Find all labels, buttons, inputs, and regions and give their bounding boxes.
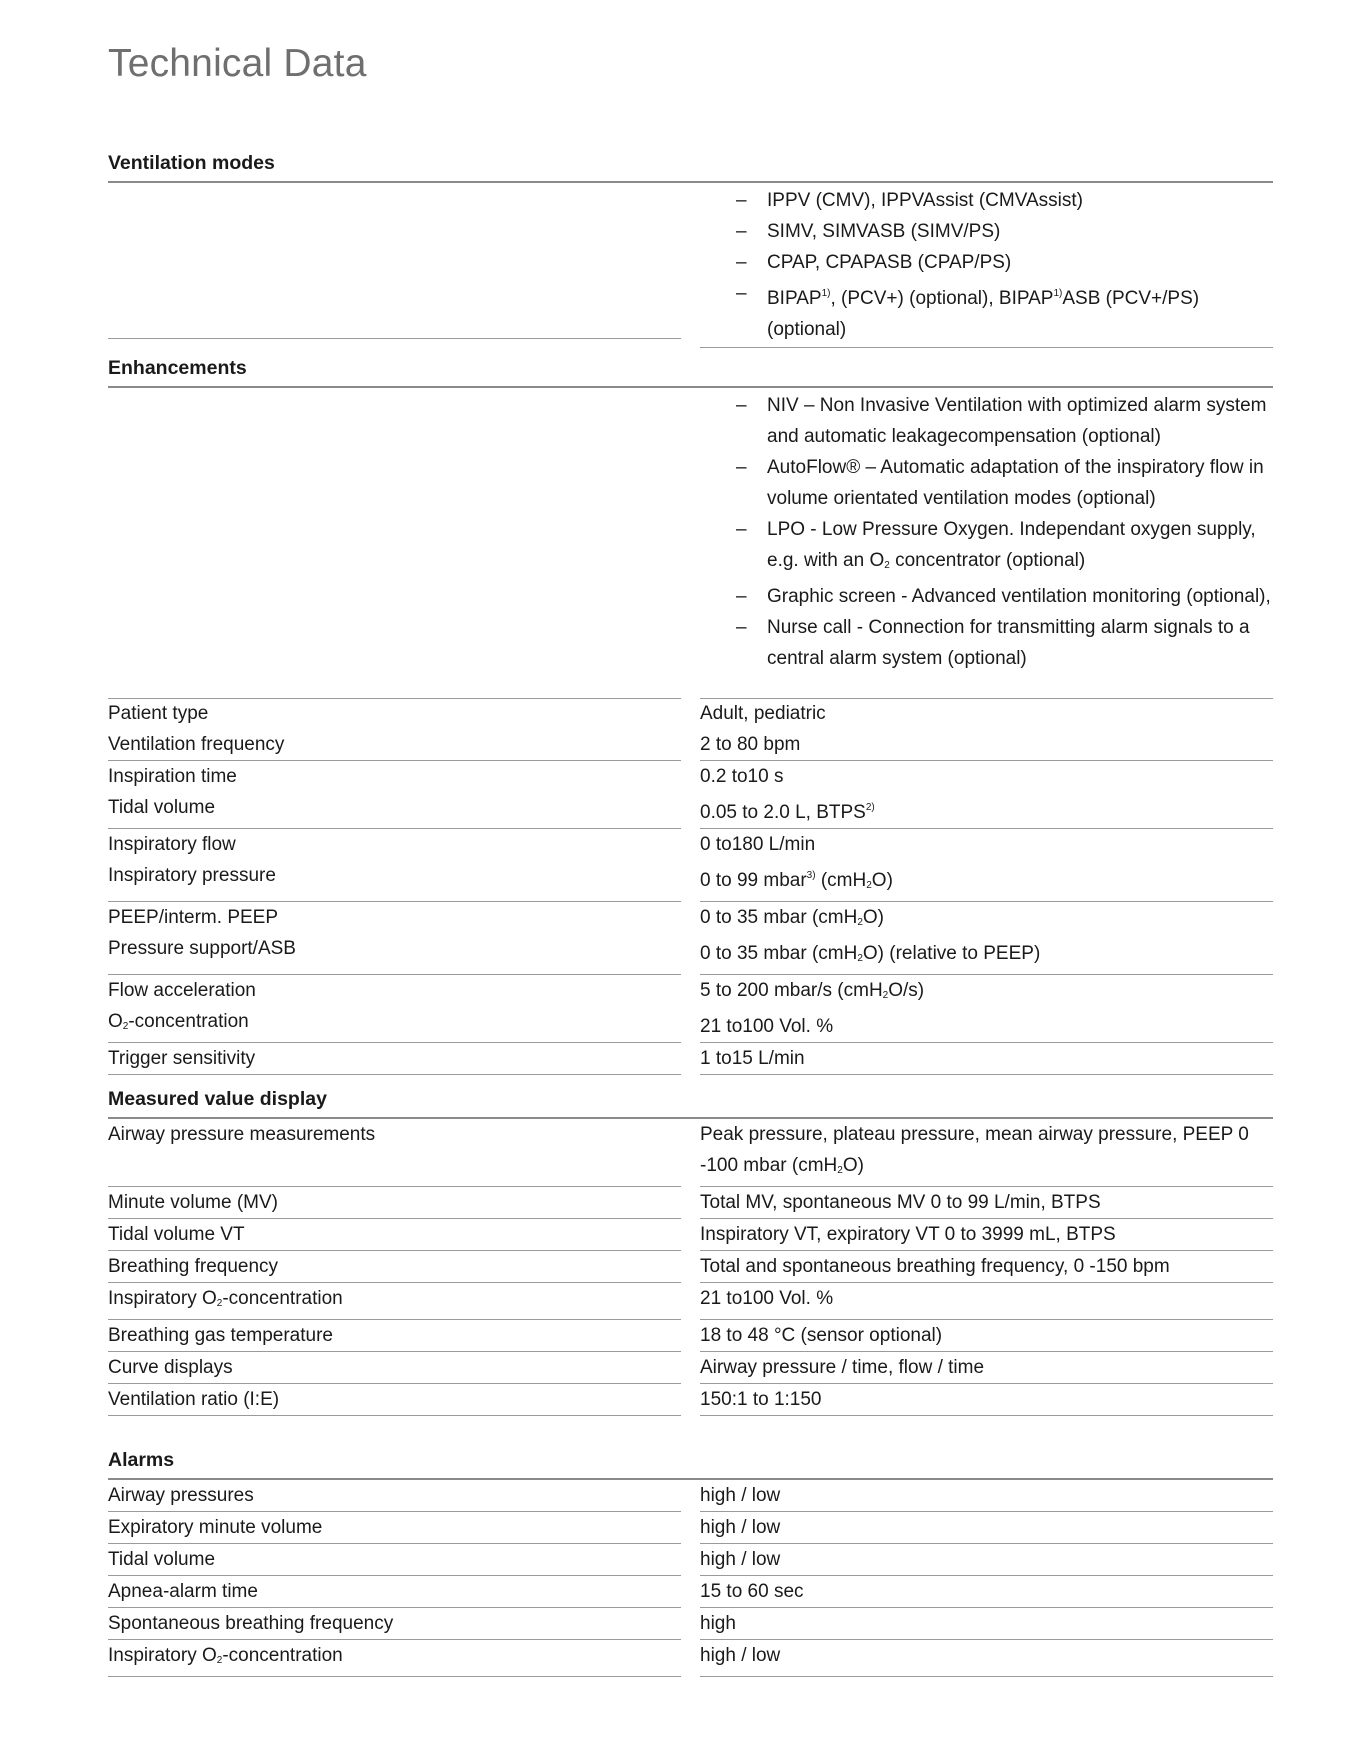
list-item: – NIV – Non Invasive Ventilation with optimized alarm system and automatic leakagecompensation (optional): [736, 395, 1267, 447]
param-value-cell: Total and spontaneous breathing frequency, 0 -150 bpm: [700, 1251, 1273, 1283]
table-row: [108, 1576, 1273, 1608]
section-measured-values: [108, 1088, 1273, 1416]
param-label-cell: Inspiratory flow Inspiratory pressure: [108, 829, 681, 902]
section-heading: Alarms: [108, 1453, 1273, 1480]
section-heading: Ventilation modes: [108, 156, 1273, 183]
enhancements-list: [700, 390, 1273, 674]
list-item: – AutoFlow® – Automatic adaptation of the inspiratory flow in volume orientated ventilation modes (optional): [736, 457, 1264, 509]
param-label-cell: Patient type Ventilation frequency: [108, 698, 681, 761]
param-label-cell: Airway pressures: [108, 1480, 681, 1512]
list-item: – CPAP, CPAPASB (CPAP/PS): [736, 252, 1012, 273]
section-enhancements: [108, 357, 1273, 699]
table-row: [108, 1512, 1273, 1544]
table-row: [108, 1608, 1273, 1640]
modes-list: [700, 185, 1273, 345]
table-row: [108, 1187, 1273, 1219]
section-ventilation-modes: [108, 152, 1273, 348]
table-row: [108, 1480, 1273, 1512]
table-row: [108, 1352, 1273, 1384]
param-label-cell: PEEP/interm. PEEP Pressure support/ASB: [108, 902, 681, 975]
param-value-cell: 0 to180 L/min 0 to 99 mbar$^{3)}$ (cmH$_2$O): [700, 829, 1273, 902]
enhancements-list-cell: [700, 390, 1273, 699]
table-row: [108, 1043, 1273, 1075]
list-item: – SIMV, SIMVASB (SIMV/PS): [736, 221, 1001, 242]
param-label-cell: Tidal volume: [108, 1544, 681, 1576]
table-row: [108, 902, 1273, 975]
param-label-cell: Breathing gas temperature: [108, 1320, 681, 1352]
param-value-cell: 1 to15 L/min: [700, 1043, 1273, 1075]
empty-cell: [108, 390, 681, 699]
table-row: [108, 829, 1273, 902]
table-row: [108, 698, 1273, 761]
list-item: – LPO - Low Pressure Oxygen. Independant oxygen supply, e.g. with an $O_2$ concentrator (optional): [736, 519, 1256, 571]
table-row: [108, 1219, 1273, 1251]
list-item: – Nurse call - Connection for transmitting alarm signals to a central alarm system (optional): [736, 617, 1250, 669]
section-alarms: [108, 1449, 1273, 1677]
param-label-cell: Ventilation ratio (I:E): [108, 1384, 681, 1416]
table-row: [108, 1320, 1273, 1352]
param-label-cell: Curve displays: [108, 1352, 681, 1384]
page-title: Technical Data: [108, 42, 367, 85]
list-item: – IPPV (CMV), IPPVAssist (CMVAssist): [736, 190, 1083, 211]
param-label-cell: Breathing frequency: [108, 1251, 681, 1283]
param-value-cell: high / low: [700, 1480, 1273, 1512]
modes-list-cell: [700, 185, 1273, 348]
param-value-cell: 0 to 35 mbar (cmH$_2$O) 0 to 35 mbar (cmH$_2$O) (relative to PEEP): [700, 902, 1273, 975]
param-label-cell: Inspiration time Tidal volume: [108, 761, 681, 829]
param-value-cell: high / low: [700, 1640, 1273, 1677]
param-label-cell: Minute volume (MV): [108, 1187, 681, 1219]
table-row: [108, 975, 1273, 1043]
param-label-cell: Apnea-alarm time: [108, 1576, 681, 1608]
param-value-cell: Peak pressure, plateau pressure, mean airway pressure, PEEP 0 -100 mbar (cmH$_2$O): [700, 1119, 1273, 1187]
section-heading: Measured value display: [108, 1092, 1273, 1119]
param-value-cell: 15 to 60 sec: [700, 1576, 1273, 1608]
list-item: – BIPAP$^{1)}$, (PCV+) (optional), BIPAP$^{1)}$ASB (PCV+/PS) (optional): [736, 283, 1200, 340]
param-value-cell: Adult, pediatric 2 to 80 bpm: [700, 698, 1273, 761]
param-value-cell: Airway pressure / time, flow / time: [700, 1352, 1273, 1384]
param-label-cell: Flow acceleration $O_2$-concentration: [108, 975, 681, 1043]
table-row: [108, 1251, 1273, 1283]
param-label-cell: Tidal volume VT: [108, 1219, 681, 1251]
param-value-cell: high / low: [700, 1512, 1273, 1544]
table-row: [108, 1384, 1273, 1416]
param-value-cell: 5 to 200 mbar/s (cmH$_2$O/s) 21 to100 Vol. %: [700, 975, 1273, 1043]
param-label-cell: Inspiratory $O_2$-concentration: [108, 1283, 681, 1320]
list-item: – Graphic screen - Advanced ventilation monitoring (optional),: [736, 586, 1271, 607]
param-value-cell: 0.2 to10 s 0.05 to 2.0 L, BTPS$^{2)}$: [700, 761, 1273, 829]
section-parameters: [108, 698, 1273, 1075]
param-label-cell: Trigger sensitivity: [108, 1043, 681, 1075]
param-label-cell: Inspiratory $O_2$-concentration: [108, 1640, 681, 1677]
table-row: [108, 761, 1273, 829]
param-label-cell: Spontaneous breathing frequency: [108, 1608, 681, 1640]
table-row: [108, 1119, 1273, 1187]
param-label-cell: Airway pressure measurements: [108, 1119, 681, 1187]
param-value-cell: 21 to100 Vol. %: [700, 1283, 1273, 1320]
param-value-cell: 18 to 48 °C (sensor optional): [700, 1320, 1273, 1352]
empty-cell: [108, 185, 681, 339]
param-value-cell: high: [700, 1608, 1273, 1640]
table-row: [108, 1544, 1273, 1576]
section-heading: Enhancements: [108, 361, 1273, 388]
param-value-cell: high / low: [700, 1544, 1273, 1576]
param-value-cell: Total MV, spontaneous MV 0 to 99 L/min, BTPS: [700, 1187, 1273, 1219]
param-value-cell: Inspiratory VT, expiratory VT 0 to 3999 mL, BTPS: [700, 1219, 1273, 1251]
param-label-cell: Expiratory minute volume: [108, 1512, 681, 1544]
table-row: [108, 1640, 1273, 1677]
param-value-cell: 150:1 to 1:150: [700, 1384, 1273, 1416]
table-row: [108, 1283, 1273, 1320]
